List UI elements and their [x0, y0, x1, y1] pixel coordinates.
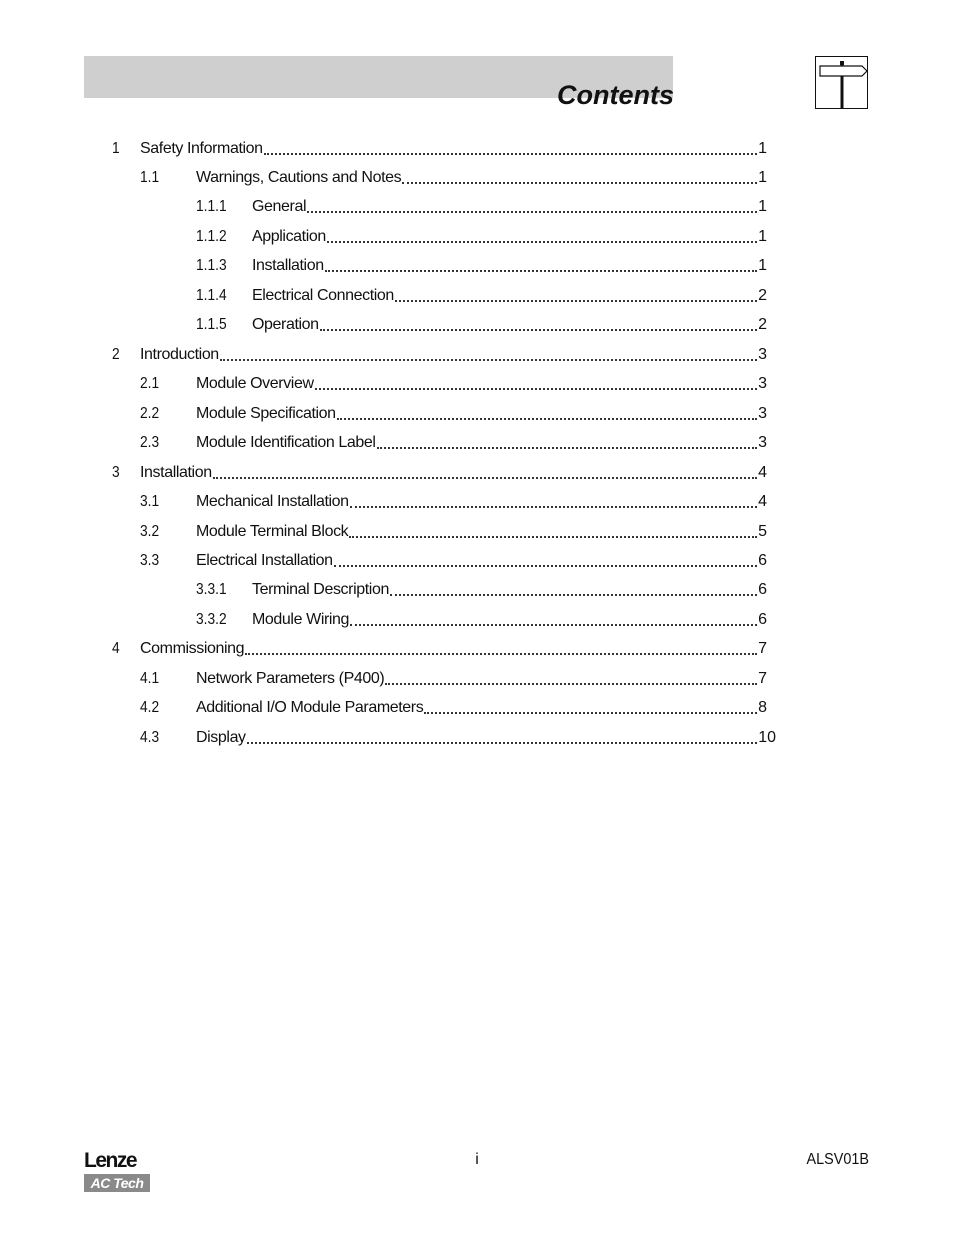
toc-entry-title: Additional I/O Module Parameters — [196, 699, 424, 716]
toc-entry-title: Module Identification Label — [196, 434, 376, 451]
toc-entry-title: Electrical Connection — [252, 287, 394, 304]
toc-entry-title: Electrical Installation — [196, 552, 333, 569]
toc-entry-number: 2.1 — [140, 375, 160, 392]
toc-entry[interactable] — [196, 256, 767, 276]
toc-entry-number: 1.1.4 — [196, 287, 227, 304]
toc-entry-page: 1 — [758, 198, 767, 215]
toc-entry[interactable] — [112, 345, 767, 365]
toc-entry[interactable] — [140, 492, 767, 512]
toc-entry-number: 2.2 — [140, 405, 160, 422]
toc-entry-title: Display — [196, 729, 246, 746]
toc-leader-dots — [424, 699, 757, 715]
lenze-ac-tech-logo — [84, 1150, 152, 1194]
toc-leader-dots — [220, 346, 757, 362]
toc-entry-page: 3 — [758, 346, 767, 363]
document-code: ALSV01B — [806, 1151, 869, 1168]
toc-entry[interactable] — [140, 433, 767, 453]
toc-entry-title: Safety Information — [140, 140, 263, 157]
toc-entry-title: Module Wiring — [252, 611, 350, 628]
toc-entry[interactable] — [112, 639, 767, 659]
toc-entry-number: 3.3.1 — [196, 581, 227, 598]
toc-entry[interactable] — [140, 522, 767, 542]
toc-leader-dots — [245, 640, 757, 656]
toc-entry-title: Mechanical Installation — [196, 493, 349, 510]
toc-leader-dots — [390, 581, 757, 597]
toc-entry-title: Module Overview — [196, 375, 314, 392]
toc-entry-page: 1 — [758, 140, 767, 157]
toc-entry[interactable] — [140, 551, 767, 571]
toc-entry-title: Installation — [140, 464, 212, 481]
toc-entry-number: 1.1.2 — [196, 228, 227, 245]
toc-entry-page: 3 — [758, 405, 767, 422]
logo-lenze-text: Lenze — [84, 1149, 137, 1172]
toc-entry[interactable] — [112, 463, 767, 483]
toc-entry[interactable] — [196, 286, 767, 306]
toc-entry[interactable] — [196, 315, 767, 335]
toc-entry-number: 4.1 — [140, 670, 160, 687]
toc-entry[interactable] — [140, 404, 767, 424]
toc-entry-number: 1.1 — [140, 169, 160, 186]
toc-entry-title: Application — [252, 228, 326, 245]
toc-leader-dots — [307, 198, 757, 214]
toc-entry-page: 2 — [758, 316, 767, 333]
toc-entry[interactable] — [196, 610, 767, 630]
toc-entry-page: 3 — [758, 375, 767, 392]
toc-entry-title: Module Specification — [196, 405, 336, 422]
page-number: i — [475, 1151, 479, 1168]
toc-entry-page: 8 — [758, 699, 767, 716]
toc-entry[interactable] — [196, 580, 767, 600]
toc-leader-dots — [350, 493, 757, 509]
toc-entry-number: 2.3 — [140, 434, 160, 451]
toc-leader-dots — [247, 729, 758, 745]
toc-entry-page: 6 — [758, 611, 767, 628]
toc-entry-title: Commissioning — [140, 640, 245, 657]
logo-actech-text: AC Tech — [84, 1174, 150, 1192]
toc-leader-dots — [320, 316, 757, 332]
toc-entry-number: 1.1.1 — [196, 198, 227, 215]
toc-leader-dots — [395, 287, 757, 303]
toc-leader-dots — [327, 228, 757, 244]
toc-entry-number: 4.3 — [140, 729, 160, 746]
toc-entry[interactable] — [112, 139, 767, 159]
toc-leader-dots — [213, 464, 757, 480]
toc-entry[interactable] — [140, 669, 767, 689]
toc-entry[interactable] — [196, 197, 767, 217]
toc-entry-title: Terminal Description — [252, 581, 389, 598]
toc-entry-title: Operation — [252, 316, 319, 333]
toc-entry[interactable] — [196, 227, 767, 247]
toc-entry-number: 3.2 — [140, 523, 160, 540]
toc-entry-number: 3 — [112, 464, 120, 481]
toc-entry-number: 3.3.2 — [196, 611, 227, 628]
toc-entry-page: 4 — [758, 464, 767, 481]
toc-entry-page: 3 — [758, 434, 767, 451]
toc-entry-page: 5 — [758, 523, 767, 540]
toc-entry-title: General — [252, 198, 307, 215]
toc-leader-dots — [377, 434, 758, 450]
toc-entry-number: 1 — [112, 140, 120, 157]
toc-entry-page: 4 — [758, 493, 767, 510]
toc-leader-dots — [350, 611, 757, 627]
toc-entry[interactable] — [140, 168, 767, 188]
toc-entry-number: 1.1.5 — [196, 316, 227, 333]
toc-leader-dots — [325, 257, 757, 273]
toc-entry-number: 3.3 — [140, 552, 160, 569]
toc-leader-dots — [385, 670, 757, 686]
toc-entry-number: 2 — [112, 346, 120, 363]
toc-leader-dots — [402, 169, 757, 185]
toc-entry-page: 6 — [758, 552, 767, 569]
toc-entry-title: Network Parameters (P400) — [196, 670, 385, 687]
toc-entry-page: 1 — [758, 257, 767, 274]
toc-leader-dots — [264, 140, 757, 156]
toc-entry-number: 4 — [112, 640, 120, 657]
signpost-icon — [815, 56, 868, 109]
toc-entry-title: Installation — [252, 257, 324, 274]
toc-leader-dots — [349, 523, 757, 539]
toc-entry-title: Introduction — [140, 346, 219, 363]
toc-entry-number: 1.1.3 — [196, 257, 227, 274]
toc-entry[interactable] — [140, 374, 767, 394]
page-title: Contents — [557, 80, 674, 110]
toc-entry-page: 1 — [758, 228, 767, 245]
toc-entry[interactable] — [140, 698, 767, 718]
toc-entry-page: 7 — [758, 640, 767, 657]
toc-leader-dots — [337, 405, 757, 421]
toc-entry-page: 2 — [758, 287, 767, 304]
toc-leader-dots — [334, 552, 757, 568]
toc-entry-title: Module Terminal Block — [196, 523, 349, 540]
toc-entry-page: 1 — [758, 169, 767, 186]
toc-leader-dots — [315, 375, 757, 391]
toc-entry-page: 10 — [758, 729, 776, 746]
toc-entry-number: 4.2 — [140, 699, 160, 716]
toc-entry-number: 3.1 — [140, 493, 160, 510]
toc-entry[interactable] — [140, 728, 776, 748]
toc-entry-page: 7 — [758, 670, 767, 687]
toc-entry-title: Warnings, Cautions and Notes — [196, 169, 402, 186]
toc-entry-page: 6 — [758, 581, 767, 598]
